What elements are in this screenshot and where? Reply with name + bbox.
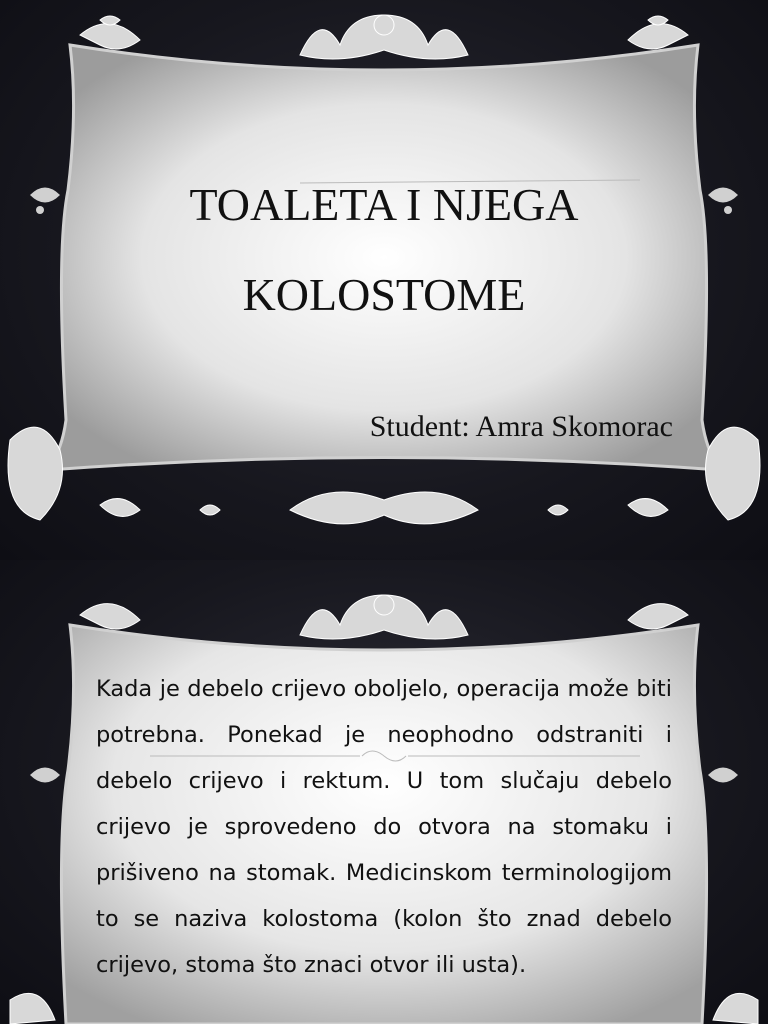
body-paragraph: Kada je debelo crijevo oboljelo, operacija može biti potrebna. Ponekad je neophodno odstraniti i debelo crijevo i rektum. U tom slučaju debelo crijevo je sprovedeno do otvora na stomaku i prišiveno na stomak. Medicinskom terminologijom to se naziva kolostoma (kolon što znad debelo crijevo, stoma što znaci otvor ili usta).: [96, 676, 672, 978]
title-line-1: TOALETA I NJEGA: [189, 179, 579, 230]
title-line-2: KOLOSTOME: [242, 269, 526, 320]
slide-title: [100, 160, 668, 340]
content-slide: [0, 560, 768, 1024]
student-name: Student: Amra Skomorac: [369, 410, 673, 443]
top-ornament: [80, 15, 688, 59]
